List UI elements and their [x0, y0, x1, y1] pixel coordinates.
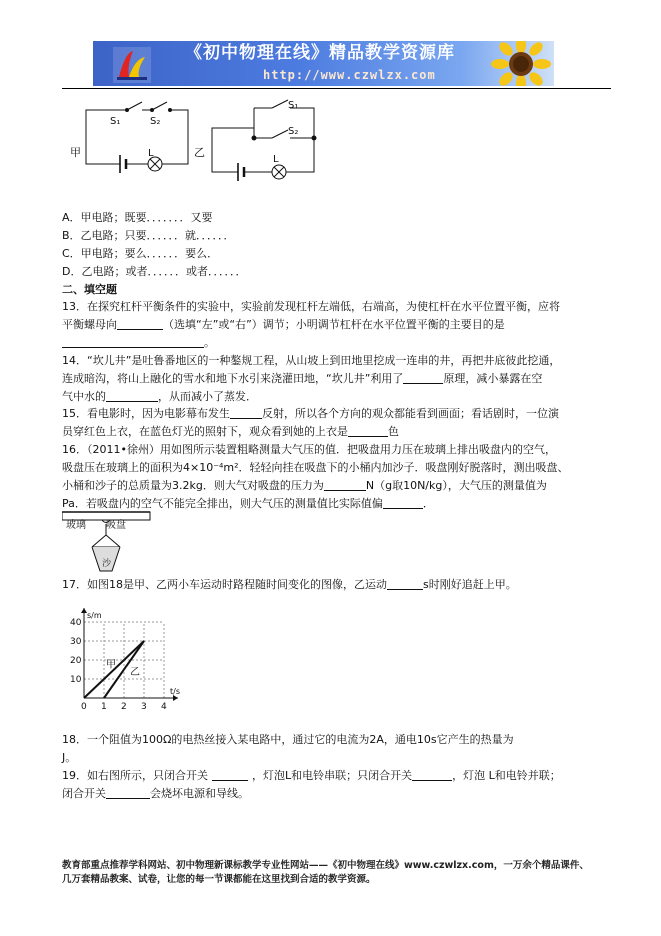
header-banner: [93, 41, 554, 86]
q19-text-d: 闭合开关: [62, 787, 106, 800]
q17-line-1: [62, 576, 517, 594]
banner-url[interactable]: http://www.czwlzx.com: [263, 68, 436, 82]
x-tick-label: 0: [81, 702, 87, 712]
header-rule: [62, 88, 611, 89]
label-yi: 乙: [194, 146, 205, 159]
q16-blank-1[interactable]: [324, 478, 366, 491]
sunflower-icon: [490, 41, 552, 86]
q19-text-e: 会烧坏电源和导线。: [150, 787, 249, 800]
q15-text-b: 反射，所以各个方向的观众都能看到画面；看话剧时，一位演: [262, 407, 559, 420]
label-s2-jia: S₂: [150, 116, 161, 127]
q15-text-d: 色: [388, 425, 399, 438]
q15-text-c: 员穿红色上衣，在蓝色灯光的照射下，观众看到她的上衣是: [62, 425, 348, 438]
label-s1-yi: S₁: [288, 100, 299, 111]
y-axis-label: s/m: [87, 611, 102, 620]
label-jia: 甲: [70, 146, 81, 159]
label-lamp-jia: L: [148, 148, 154, 159]
y-tick-label: 30: [70, 637, 82, 647]
label-lamp-yi: L: [273, 154, 279, 165]
q13-line-3: [62, 334, 215, 352]
q17-text-b: s时刚好追赶上甲。: [423, 578, 517, 591]
q19-blank-2[interactable]: [412, 768, 452, 781]
q19-text-b: ，灯泡L和电铃串联；只闭合开关: [252, 769, 413, 782]
q16-blank-2[interactable]: [383, 496, 423, 509]
banner-title: 《初中物理在线》精品教学资源库: [185, 43, 455, 63]
x-tick-label: 3: [141, 702, 147, 712]
q14-text-b: 原理，减小暴露在空: [443, 372, 543, 385]
footer-line-1: 教育部重点推荐学科网站、初中物理新课标教学专业性网站——《初中物理在线》www.czwlzx.com，一万余个精品课件、: [62, 860, 589, 871]
q16-text-d: ．: [422, 497, 434, 510]
x-axis-label: t/s: [170, 687, 180, 696]
q13-blank-1[interactable]: [117, 317, 163, 330]
distance-time-chart: [66, 602, 196, 718]
q15-text-a: 15．看电影时，因为电影幕布发生: [62, 407, 230, 420]
q15-line-2: [62, 423, 399, 441]
q16-text-c: Pa．若吸盘内的空气不能完全排出，则大气压的测量值比实际值偏: [62, 497, 383, 510]
q14-line-3: [62, 388, 257, 406]
q14-line-1: 14．“坎儿井”是吐鲁番地区的一种鏊规工程，从山坡上到田地里挖成一连串的井，再把井底彼此挖通，: [62, 354, 561, 367]
q14-text-c: 气中水的: [62, 390, 106, 403]
q13-line-1: 13．在探究杠杆平衡条件的实验中，实验前发现杠杆左端低，右端高，为使杠杆在水平位置平衡，应将: [62, 300, 560, 313]
q16-text-b: N（g取10N/kg），大气压的测量值为: [365, 479, 547, 492]
circuit-jia: [70, 102, 188, 173]
label-s2-yi: S₂: [288, 126, 299, 137]
y-tick-label: 20: [70, 656, 82, 666]
fig-cup-label: 吸盘: [106, 520, 126, 531]
q19-blank-1[interactable]: [212, 768, 248, 781]
section-title: 二、填空题: [62, 283, 117, 296]
option-a: A．甲电路；既要．．．．．．．又要: [62, 211, 213, 224]
y-tick-label: 10: [70, 675, 82, 685]
circuit-diagrams: [62, 94, 332, 184]
q13-text-c: 。: [204, 336, 215, 349]
option-c: C．甲电路；要么．．．．．．要么．: [62, 247, 219, 260]
x-tick-label: 1: [101, 702, 107, 712]
q19-text-a: 19．如右图所示，只闭合开关: [62, 769, 208, 782]
q19-line-2: [62, 785, 249, 803]
q14-text-d: ，从而减小了蒸发．: [158, 390, 257, 403]
x-tick-label: 2: [121, 702, 127, 712]
option-b: B．乙电路；只要．．．．．．就．．．．．．: [62, 229, 235, 242]
x-tick-label: 4: [161, 702, 167, 712]
q16-line-2: 吸盘压在玻璃上的面积为4×10⁻⁴m²．轻轻向挂在吸盘下的小桶内加沙子．吸盘刚好脱落时，测出吸盘、: [62, 461, 569, 474]
q14-text-a: 连成暗沟，将山上融化的雪水和地下水引来浇灌田地，“坎儿井”利用了: [62, 372, 404, 385]
option-d: D．乙电路；或者．．．．．．或者．．．．．．: [62, 265, 247, 278]
q13-line-2: [62, 316, 505, 334]
label-s1-jia: S₁: [110, 116, 121, 127]
fig-glass-label: 玻璃: [66, 520, 86, 531]
q17-blank-1[interactable]: [387, 577, 423, 590]
y-tick-label: 40: [70, 618, 82, 628]
q16-line-1: 16．（2011•徐州）用如图所示装置粗略测量大气压的值．把吸盘用力压在玻璃上排出吸盘内的空气，: [62, 443, 556, 456]
logo-icon: [113, 47, 151, 83]
q14-blank-1[interactable]: [403, 371, 443, 384]
series-label-yi: 乙: [130, 667, 140, 679]
q18-line-1: 18．一个阻值为100Ω的电热丝接入某电路中，通过它的电流为2A，通电10s它产生的热量为: [62, 733, 514, 746]
q19-text-c: ，灯泡 L和电铃并联；: [452, 769, 561, 782]
fig-sand-label: 沙: [102, 559, 112, 569]
q13-text-b: （选填“左”或“右”）调节；小明调节杠杆在水平位置平衡的主要目的是: [163, 318, 505, 331]
series-label-jia: 甲: [106, 659, 116, 671]
q16-line-3: [62, 477, 547, 495]
q14-blank-2[interactable]: [106, 389, 158, 402]
q15-blank-1[interactable]: [230, 406, 262, 419]
q13-text-a: 平衡螺母向: [62, 318, 117, 331]
q13-blank-2[interactable]: [62, 335, 204, 348]
q17-text-a: 17．如图18是甲、乙两小车运动时路程随时间变化的图像，乙运动: [62, 578, 387, 591]
footer: [62, 859, 589, 887]
q15-line-1: [62, 405, 559, 423]
q19-blank-3[interactable]: [106, 786, 150, 799]
q18-line-2: J。: [62, 751, 77, 764]
q19-line-1: [62, 767, 561, 785]
q15-blank-2[interactable]: [348, 424, 388, 437]
q14-line-2: [62, 370, 542, 388]
suction-cup-figure: [62, 511, 152, 575]
circuit-yi: [194, 100, 316, 181]
q16-text-a: 小桶和沙子的总质量为3.2kg．则大气对吸盘的压力为: [62, 479, 324, 492]
footer-line-2: 几万套精品教案、试卷，让您的每一节课都能在这里找到合适的教学资源。: [62, 874, 376, 885]
